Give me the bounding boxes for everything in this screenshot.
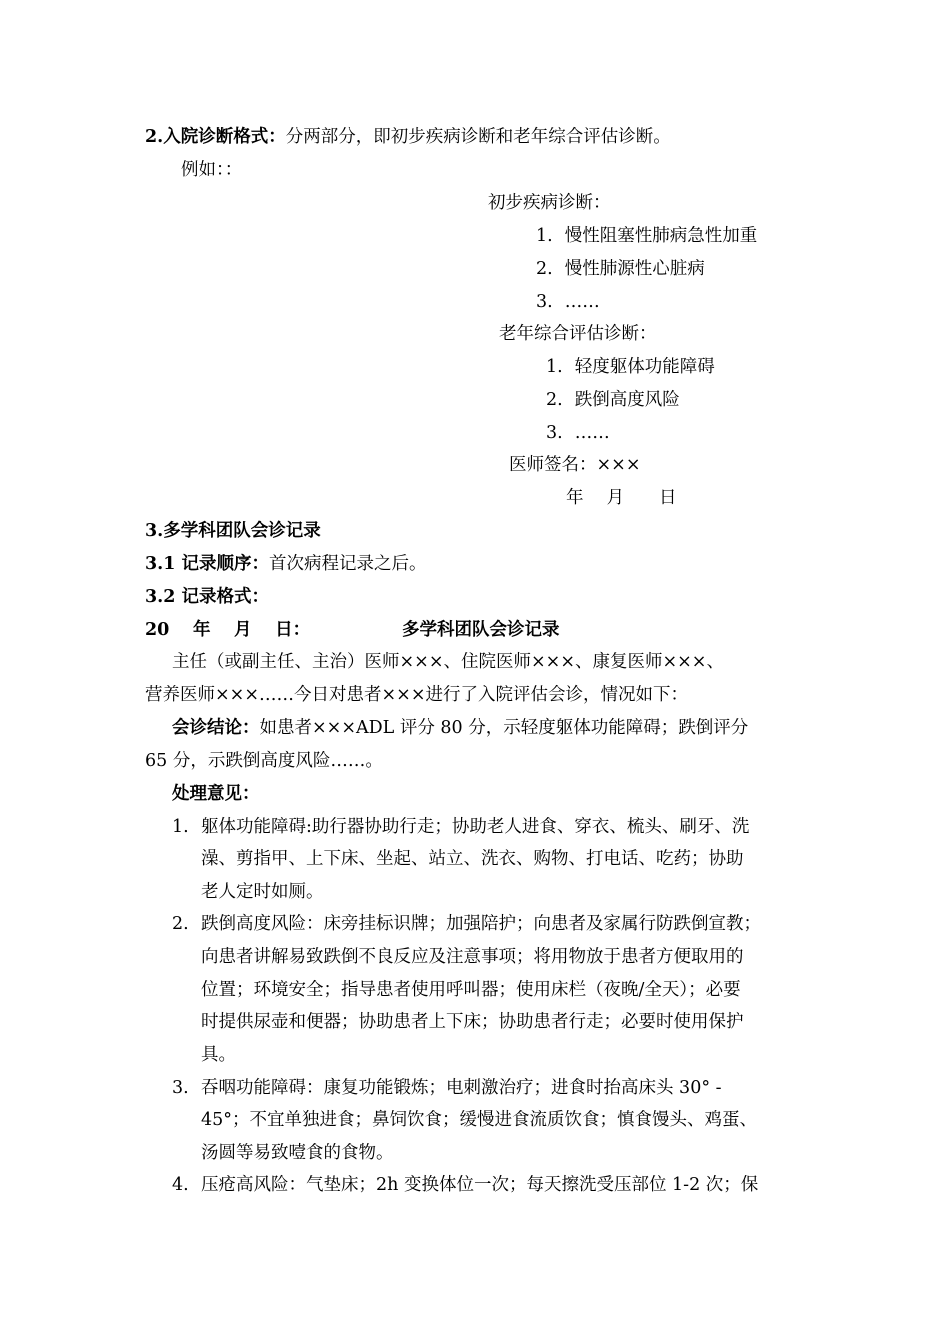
opinion-line: 向患者讲解易致跌倒不良反应及注意事项；将用物放于患者方便取用的 bbox=[201, 947, 744, 967]
doctor-signature: 医师签名：××× bbox=[509, 455, 641, 475]
opinion-label: 处理意见： bbox=[172, 784, 260, 804]
opinion-line: 45°；不宜单独进食；鼻饲饮食；缓慢进食流质饮食；慎食馒头、鸡蛋、 bbox=[201, 1110, 758, 1130]
geriatric-item: 1. 轻度躯体功能障碍 bbox=[546, 357, 715, 377]
opinion-number: 1. bbox=[172, 817, 189, 837]
disease-item: 1. 慢性阻塞性肺病急性加重 bbox=[536, 226, 758, 246]
conclusion-line: 65 分，示跌倒高度风险……。 bbox=[145, 751, 383, 771]
disease-item: 3. …… bbox=[536, 292, 600, 312]
disease-diagnosis-title: 初步疾病诊断： bbox=[488, 193, 611, 213]
record-order-line: 3.1 记录顺序：首次病程记录之后。 bbox=[145, 554, 427, 574]
signature-date: 年 月 日 bbox=[566, 488, 677, 508]
section-2-text: 分两部分，即初步疾病诊断和老年综合评估诊断。 bbox=[285, 127, 671, 147]
intro-line: 主任（或副主任、主治）医师×××、住院医师×××、康复医师×××、 bbox=[172, 652, 724, 672]
opinion-line: 具。 bbox=[201, 1045, 236, 1065]
opinion-line: 躯体功能障碍:助行器协助行走；协助老人进食、穿衣、梳头、刷牙、洗 bbox=[201, 817, 750, 837]
example-label: 例如：： bbox=[181, 160, 243, 180]
opinion-line: 位置；环境安全；指导患者使用呼叫器；使用床栏（夜晚/全天）；必要 bbox=[201, 980, 741, 1000]
opinion-line: 跌倒高度风险：床旁挂标识牌；加强陪护；向患者及家属行防跌倒宣教； bbox=[201, 914, 761, 934]
opinion-number: 2. bbox=[172, 914, 189, 934]
opinion-number: 4. bbox=[172, 1175, 189, 1195]
record-title: 多学科团队会诊记录 bbox=[402, 620, 560, 640]
opinion-line: 汤圆等易致噎食的食物。 bbox=[201, 1143, 394, 1163]
geriatric-diagnosis-title: 老年综合评估诊断： bbox=[499, 324, 657, 344]
conclusion-line: 会诊结论：如患者×××ADL 评分 80 分，示轻度躯体功能障碍；跌倒评分 bbox=[172, 718, 749, 738]
opinion-line: 老人定时如厕。 bbox=[201, 882, 324, 902]
opinion-line: 吞咽功能障碍：康复功能锻炼；电刺激治疗；进食时抬高床头 30° - bbox=[201, 1078, 722, 1098]
geriatric-item: 2. 跌倒高度风险 bbox=[546, 390, 680, 410]
opinion-line: 时提供尿壶和便器；协助患者上下床；协助患者行走；必要时使用保护 bbox=[201, 1012, 744, 1032]
section-3-heading: 3.多学科团队会诊记录 bbox=[145, 521, 321, 541]
opinion-line: 澡、剪指甲、上下床、坐起、站立、洗衣、购物、打电话、吃药；协助 bbox=[201, 849, 744, 869]
intro-line: 营养医师×××……今日对患者×××进行了入院评估会诊，情况如下： bbox=[145, 685, 688, 705]
section-2-heading: 2.入院诊断格式： bbox=[145, 127, 286, 147]
opinion-number: 3. bbox=[172, 1078, 189, 1098]
disease-item: 2. 慢性肺源性心脏病 bbox=[536, 259, 705, 279]
record-date: 20 年 月 日： bbox=[145, 620, 311, 640]
opinion-line: 压疮高风险：气垫床；2h 变换体位一次；每天擦洗受压部位 1-2 次；保 bbox=[201, 1175, 759, 1195]
geriatric-item: 3. …… bbox=[546, 423, 610, 443]
section-2-line bbox=[145, 126, 671, 148]
record-format-label: 3.2 记录格式： bbox=[145, 587, 270, 607]
